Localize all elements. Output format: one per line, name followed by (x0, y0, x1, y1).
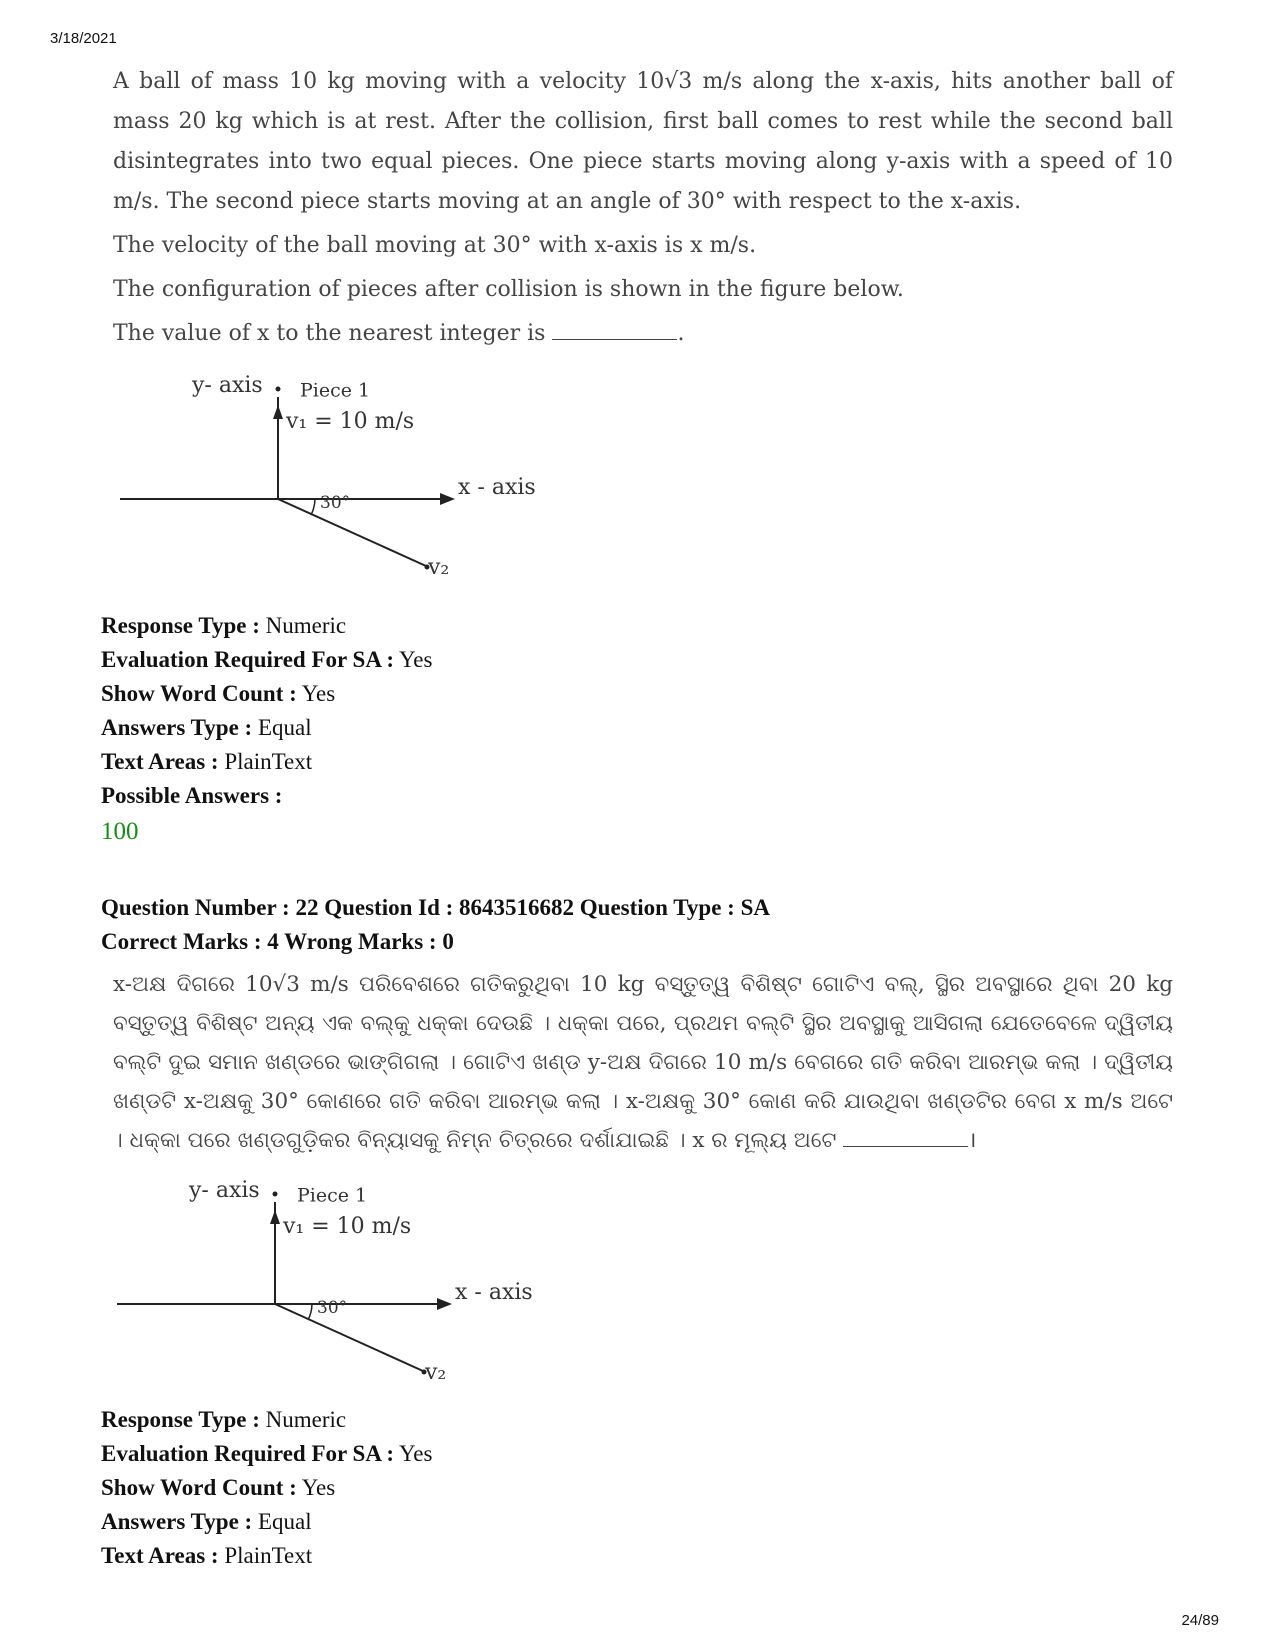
question-21-text (113, 62, 1173, 354)
y-axis-label: y- axis (189, 1180, 260, 1203)
question-22-header (101, 891, 770, 959)
marks-line: Correct Marks : 4 Wrong Marks : 0 (101, 929, 454, 954)
q21-prompt-end: . (677, 321, 685, 346)
word-count-row: Show Word Count : Yes (101, 681, 336, 706)
piece1-dot (276, 387, 281, 392)
text-areas-row: Text Areas : PlainText (101, 749, 313, 774)
x-axis-label: x - axis (458, 474, 536, 500)
q22-meta (101, 1403, 432, 1573)
piece1-label: Piece 1 (300, 379, 371, 402)
v1-label: v₁ = 10 m/s (283, 1213, 412, 1239)
collision-diagram-2 (107, 1180, 567, 1395)
response-type-row: Response Type : Numeric (101, 613, 347, 638)
piece1-dot (273, 1192, 278, 1197)
angle-label: 30° (320, 492, 351, 513)
possible-answers-row: Possible Answers : (101, 783, 283, 808)
evaluation-row: Evaluation Required For SA : Yes (101, 1441, 433, 1466)
q21-meta (101, 609, 432, 851)
angle-arc (311, 499, 315, 515)
q22-paragraph: x-ଅକ୍ଷ ଦିଗରେ 10√3 m/s ପରିବେଶରେ ଗତିକରୁଥିବା 10 kg ବସ୍ତୁତ୍ୱ ବିଶିଷ୍ଟ ଗୋଟିଏ ବଲ୍, ସ୍ଥିର ଅବସ୍ଥାରେ ଥିବା 20 kg ବସ୍ତୁତ୍ୱ ବିଶିଷ୍ଟ ଅନ୍ୟ ଏକ ବଲ୍‌କୁ ଧକ୍କା ଦେଉଛି । ଧକ୍କା ପରେ, ପ୍ରଥମ ବଲ୍‌ଟି ସ୍ଥିର ଅବସ୍ଥାକୁ ଆସିଗଲା ଯେତେବେଳେ ଦ୍ୱିତୀୟ ବଲ୍‌ଟି ଦୁଇ ସମାନ ଖଣ୍ଡରେ ଭାଙ୍ଗିଗଲା । ଗୋଟିଏ ଖଣ୍ଡ y-ଅକ୍ଷ ଦିଗରେ 10 m/s ବେଗରେ ଗତି କରିବା ଆରମ୍ଭ କଲା । ଦ୍ୱିତୀୟ ଖଣ୍ଡଟି x-ଅକ୍ଷକୁ 30° କୋଣରେ ଗତି କରିବା ଆରମ୍ଭ କଲା । x-ଅକ୍ଷକୁ 30° କୋଣ କରି ଯାଉଥିବା ଖଣ୍ଡଟିର ବେଗ x m/s ଅଟେ । ଧକ୍କା ପରେ ଖଣ୍ଡଗୁଡ଼ିକର ବିନ୍ୟାସକୁ ନିମ୍ନ ଚିତ୍ରରେ ଦର୍ଶାଯାଇଛି । x ର ମୂଲ୍ୟ ଅଟେ । (113, 972, 1173, 1153)
q21-paragraph-2: The velocity of the ball moving at 30° with x-axis is x m/s. (113, 233, 757, 258)
q21-paragraph-1: A ball of mass 10 kg moving with a velocity 10√3 m/s along the x-axis, hits another ball of mass 20 kg which is at rest. After the collision, first ball comes to rest while the second ball disintegrates into two equal pieces. One piece starts moving along y-axis with a speed of 10 m/s. The second piece starts moving at an angle of 30° with respect to the x-axis. (113, 69, 1173, 214)
angle-arc (308, 1304, 312, 1320)
page-number: 24/89 (1181, 1612, 1219, 1629)
q21-paragraph-3: The configuration of pieces after collision is shown in the figure below. (113, 277, 904, 302)
y-axis-label: y- axis (192, 375, 263, 398)
x-axis-arrow-icon (437, 1298, 452, 1310)
x-axis-label: x - axis (455, 1279, 533, 1305)
answers-type-row: Answers Type : Equal (101, 1509, 312, 1534)
answers-type-row: Answers Type : Equal (101, 715, 312, 740)
word-count-row: Show Word Count : Yes (101, 1475, 336, 1500)
collision-diagram-1 (110, 375, 570, 590)
v1-arrow-icon (273, 405, 283, 419)
question-22-text (113, 965, 1173, 1160)
q21-prompt: The value of x to the nearest integer is (113, 321, 546, 346)
evaluation-row: Evaluation Required For SA : Yes (101, 647, 433, 672)
text-areas-row: Text Areas : PlainText (101, 1543, 313, 1568)
v2-line (278, 499, 426, 566)
v2-label: v₂ (425, 1359, 447, 1385)
v1-label: v₁ = 10 m/s (286, 408, 415, 434)
print-date: 3/18/2021 (50, 30, 117, 47)
piece1-label: Piece 1 (297, 1184, 368, 1207)
question-number-line: Question Number : 22 Question Id : 8643516682 Question Type : SA (101, 895, 770, 920)
x-axis-arrow-icon (440, 493, 455, 505)
v2-label: v₂ (428, 554, 450, 580)
angle-label: 30° (317, 1297, 348, 1318)
answer-blank-2 (843, 1124, 968, 1147)
response-type-row: Response Type : Numeric (101, 1407, 347, 1432)
v2-line (275, 1304, 423, 1371)
v1-arrow-icon (270, 1210, 280, 1224)
answer-blank (552, 317, 677, 340)
possible-answer-value: 100 (101, 818, 139, 845)
q21-paragraph-4 (113, 314, 1173, 354)
